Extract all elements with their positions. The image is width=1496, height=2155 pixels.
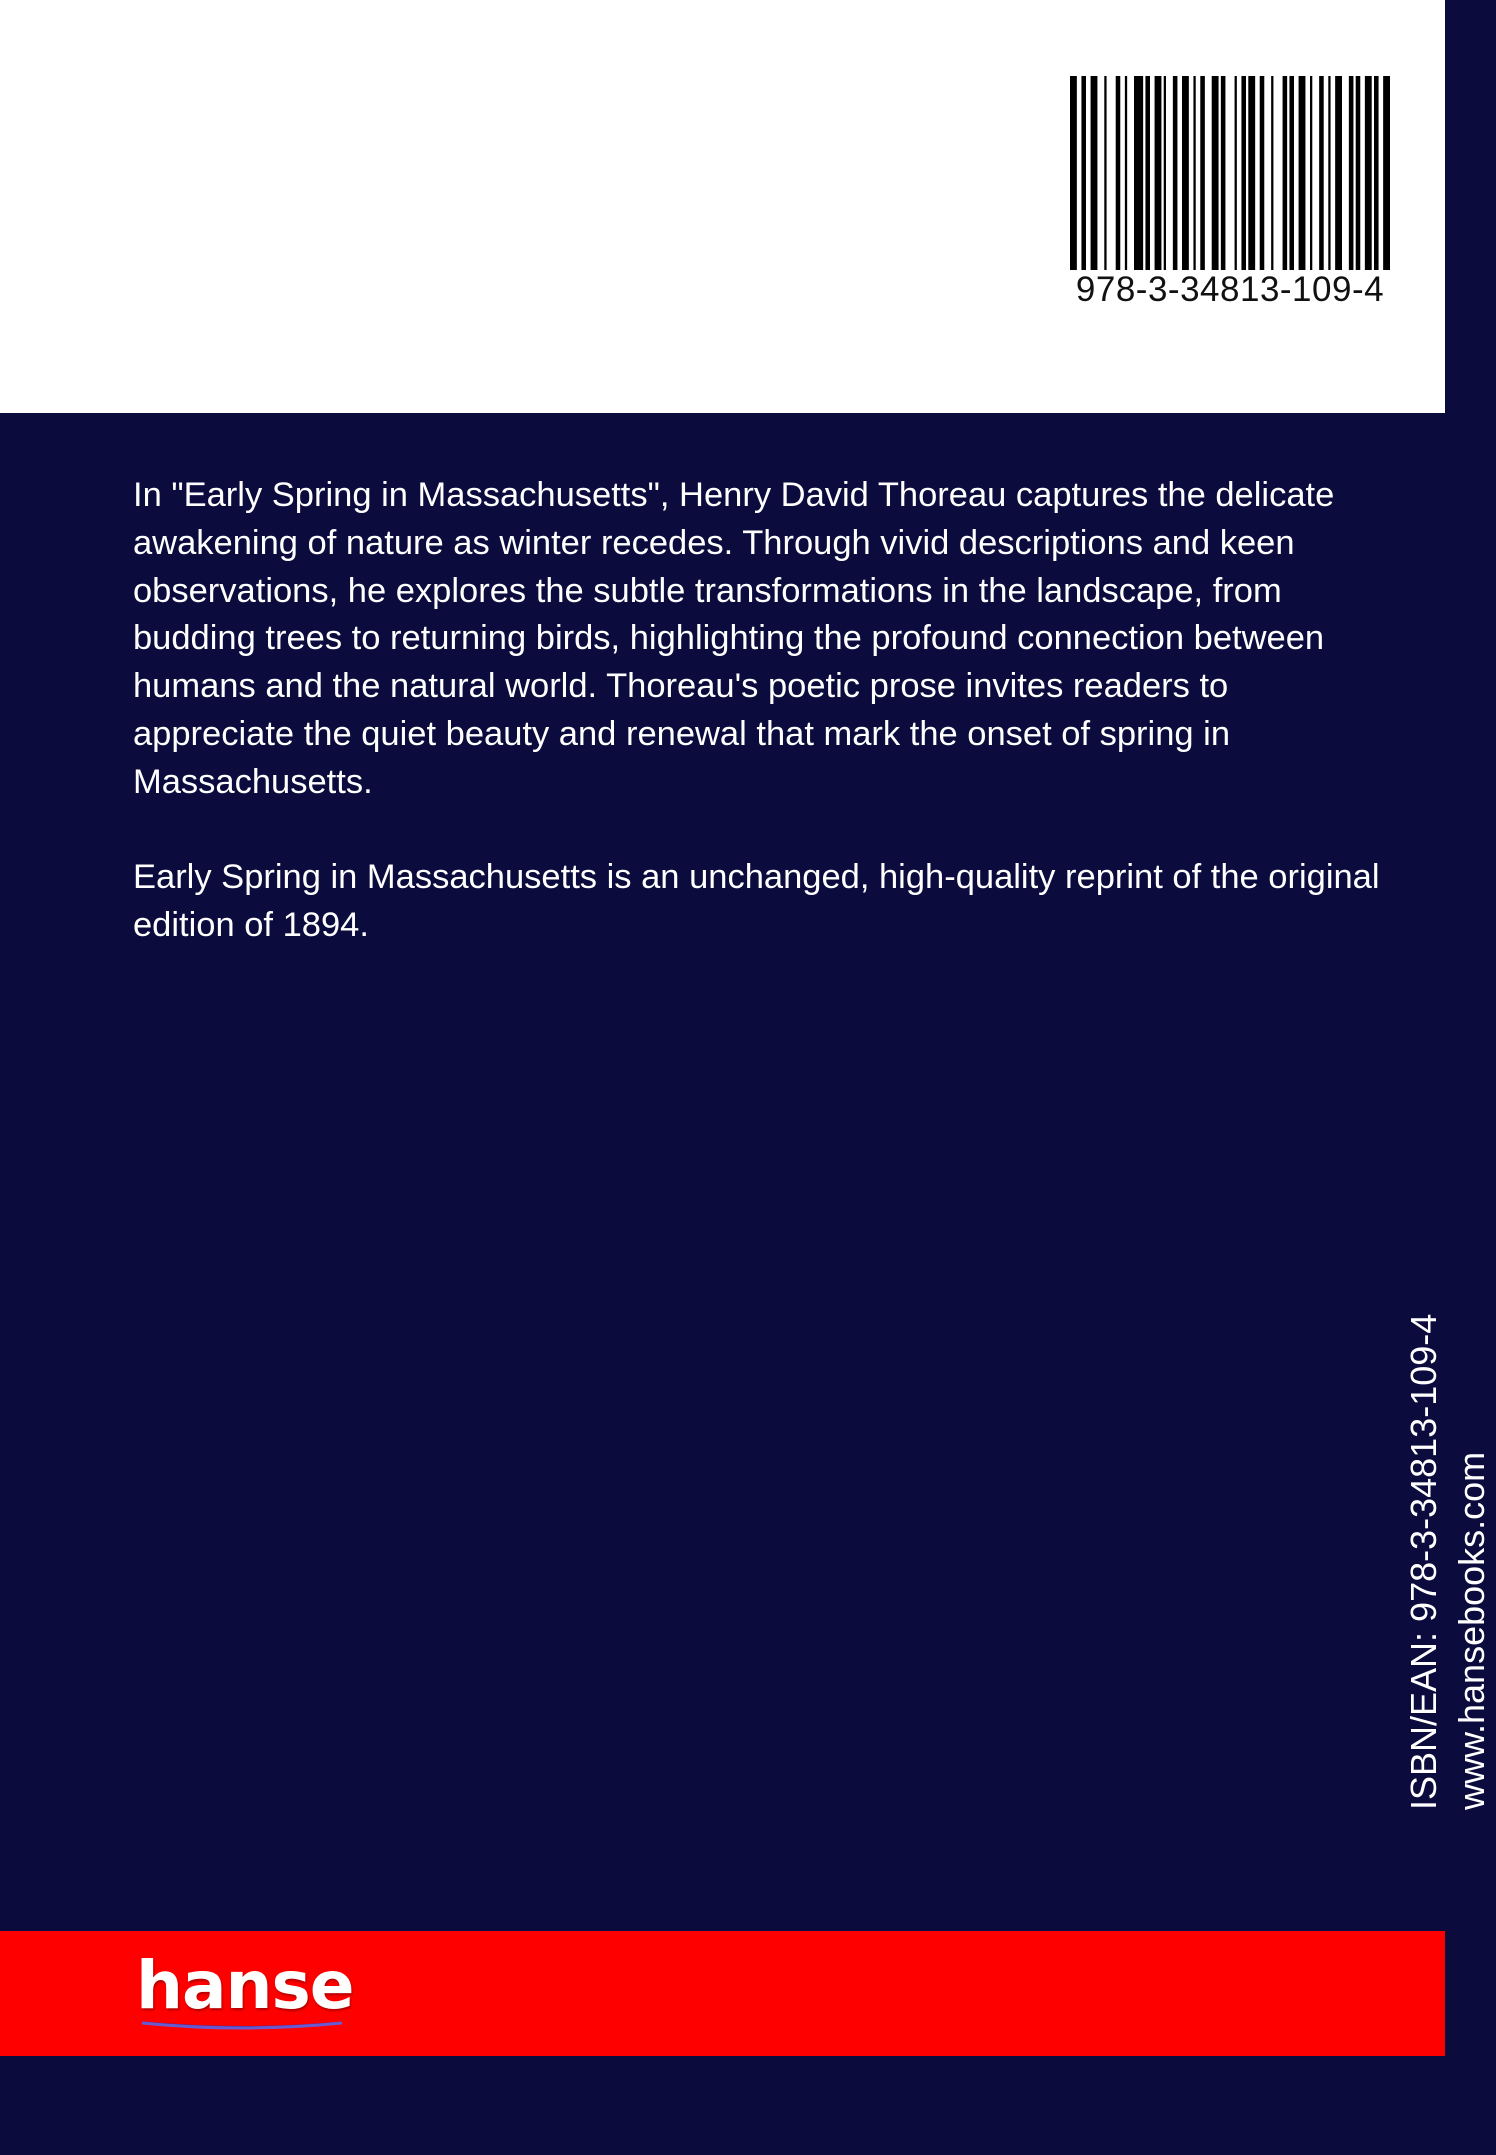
reprint-note: Early Spring in Massachusetts is an unchanged, high-quality reprint of the original edition of 1894. [133,858,1380,945]
barcode-bar [1310,76,1312,270]
barcode-bar [1164,76,1166,270]
barcode-bar [1335,76,1342,270]
barcode-bar [1155,76,1162,270]
barcode-bar [1289,76,1294,270]
barcode-bar [1356,76,1361,270]
logo-wordmark: hanse [136,1947,354,2024]
spine-info [1400,1314,1496,1810]
barcode-bar [1125,76,1127,270]
barcode-bar [1283,76,1288,270]
publisher-website: www.hansebooks.com [1451,1451,1492,1810]
barcode-bar [1235,76,1237,270]
barcode-bar [1212,76,1219,270]
barcode-bar [1116,76,1121,270]
hanse-logo [136,1947,356,2043]
barcode-bars [1070,76,1390,270]
barcode-bar [1241,76,1246,270]
barcode-bar [1173,76,1178,270]
barcode-bar [1193,76,1195,270]
barcode-bar [1271,76,1273,270]
barcode-bar [1248,76,1255,270]
barcode [1068,74,1392,314]
barcode-bar [1365,76,1372,270]
barcode-bar [1221,76,1226,270]
barcode-bar [1299,76,1306,270]
barcode-bar [1319,76,1324,270]
logo-swoosh-icon [136,2015,348,2037]
barcode-bar [1081,76,1086,270]
barcode-bar [1070,76,1077,270]
barcode-bar [1383,76,1390,270]
isbn-ean: ISBN/EAN: 978-3-34813-109-4 [1403,1313,1444,1810]
barcode-bar [1328,76,1330,270]
barcode-bar [1134,76,1143,270]
barcode-bar [1145,76,1150,270]
barcode-number: 978-3-34813-109-4 [1075,270,1385,309]
barcode-bar [1091,76,1098,270]
book-description [133,472,1383,950]
barcode-bar [1200,76,1205,270]
barcode-bar [1182,76,1189,270]
barcode-bar [1349,76,1354,270]
barcode-bar [1374,76,1379,270]
description-paragraph: In "Early Spring in Massachusetts", Henry David Thoreau captures the delicate awakening of nature as winter recedes. Through vivid descriptions and keen observations, he explores the subtle transformations in the landscape, from budding trees to returning birds, highlighting the profound connection between humans and the natural world. Thoreau's poetic prose invites readers to appreciate the quiet beauty and renewal that mark the onset of spring in Massachusetts. [133,476,1335,801]
barcode-bar [1104,76,1106,270]
barcode-bar [1260,76,1265,270]
